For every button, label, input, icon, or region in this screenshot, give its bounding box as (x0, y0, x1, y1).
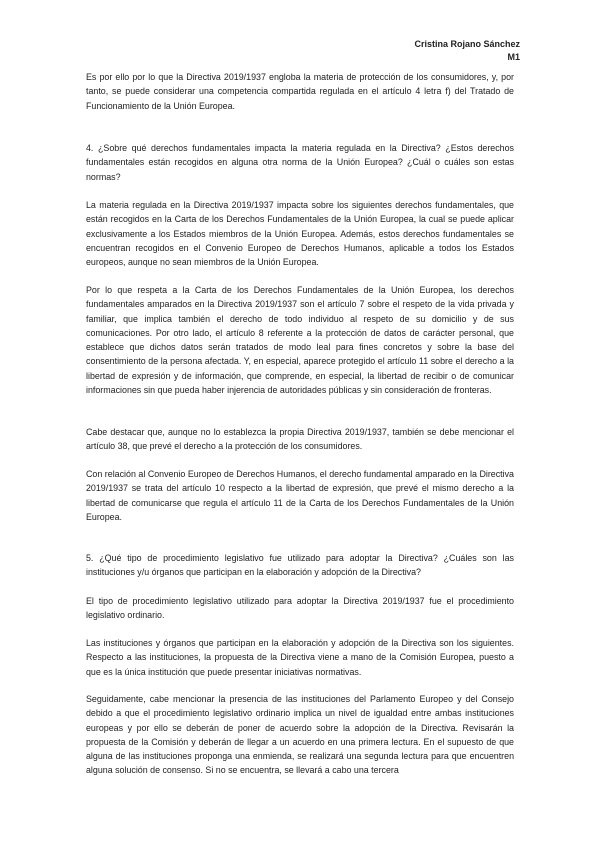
paragraph-procedure-type: El tipo de procedimiento legislativo utilizado para adoptar la Directiva 2019/1937 fue el procedimiento legislativo ordinario. (86, 596, 514, 621)
paragraph-institutions: Las instituciones y órganos que participan en la elaboración y adopción de la Directiva son los siguientes. Respecto a las instituciones, la propuesta de la Directiva viene a mano de la Comisión Europea, puesto a que es la única institución que puede presentar iniciativas normativas. (86, 638, 514, 677)
author-name: Cristina Rojano Sánchez (414, 39, 520, 49)
paragraph-rights-intro: La materia regulada en la Directiva 2019/1937 impacta sobre los siguientes derechos fundamentales, que están recogidos en la Carta de los Derechos Fundamentales de la Unión Europea, la cual se puede aplicar exclusivamente a los Estados miembros de la Unión Europea. Además, estos derechos fundamentales se encuentran recogidos en el Convenio Europeo de Derechos Humanos, aplicable a todos los Estados europeos, aunque no sean miembros de la Unión Europea. (86, 200, 514, 268)
paragraph-article-38: Cabe destacar que, aunque no lo establezca la propia Directiva 2019/1937, también se debe mencionar el artículo 38, que prevé el derecho a la protección de los consumidores. (86, 427, 514, 452)
question-5: 5. ¿Qué tipo de procedimiento legislativo fue utilizado para adoptar la Directiva? ¿Cuáles son las instituciones y/u órganos que participan en la elaboración y adopción de la Directiva? (86, 553, 514, 578)
paragraph-competence: Es por ello por lo que la Directiva 2019/1937 engloba la materia de protección de los consumidores, y, por tanto, se puede considerar una competencia compartida regulada en el artículo 4 letra f) del Tratado de Funcionamiento de la Unión Europea. (86, 72, 514, 111)
paragraph-convention: Con relación al Convenio Europeo de Derechos Humanos, el derecho fundamental amparado en la Directiva 2019/1937 se trata del artículo 10 respecto a la libertad de expresión, que prevé el mismo derecho a la libertad de comunicarse que regula el artículo 11 de la Carta de los Derechos Fundamentales de la Unión Europea. (86, 469, 514, 522)
page-header (414, 38, 520, 64)
module-label: M1 (507, 52, 520, 62)
question-4: 4. ¿Sobre qué derechos fundamentales impacta la materia regulada en la Directiva? ¿Estos derechos fundamentales están recogidos en alguna otra norma de la Unión Europea? ¿Cuál o cuáles son estas normas? (86, 143, 514, 182)
paragraph-parliament-council: Seguidamente, cabe mencionar la presencia de las instituciones del Parlamento Europeo y del Consejo debido a que el procedimiento legislativo ordinario implica un nivel de igualdad entre ambas instituciones europeas y por ello se deberán de poner de acuerdo sobre la adopción de la Directiva. Revisarán la propuesta de la Comisión y deberán de llegar a un acuerdo en una primera lectura. En el supuesto de que alguna de las instituciones proponga una enmienda, se realizará una segunda lectura para que encuentren alguna solución de consenso. Si no se encuentra, se llevará a cabo una tercera (86, 694, 514, 776)
paragraph-charter-rights: Por lo que respeta a la Carta de los Derechos Fundamentales de la Unión Europea, los derechos fundamentales amparados en la Directiva 2019/1937 son el artículo 7 sobre el respeto de la vida privada y familiar, que implica también el derecho de todo individuo al respeto de su domicilio y de sus comunicaciones. Por otro lado, el artículo 8 referente a la protección de datos de carácter personal, que establece que dichos datos serán tratados de modo leal para fines concretos y sobre la base del consentimiento de la persona afectada. Y, en especial, aparece protegido el artículo 11 sobre el derecho a la libertad de expresión y de información, que comprende, en especial, la libertad de recibir o de comunicar informaciones sin que pueda haber injerencia de autoridades públicas y sin consideración de fronteras. (86, 285, 514, 396)
